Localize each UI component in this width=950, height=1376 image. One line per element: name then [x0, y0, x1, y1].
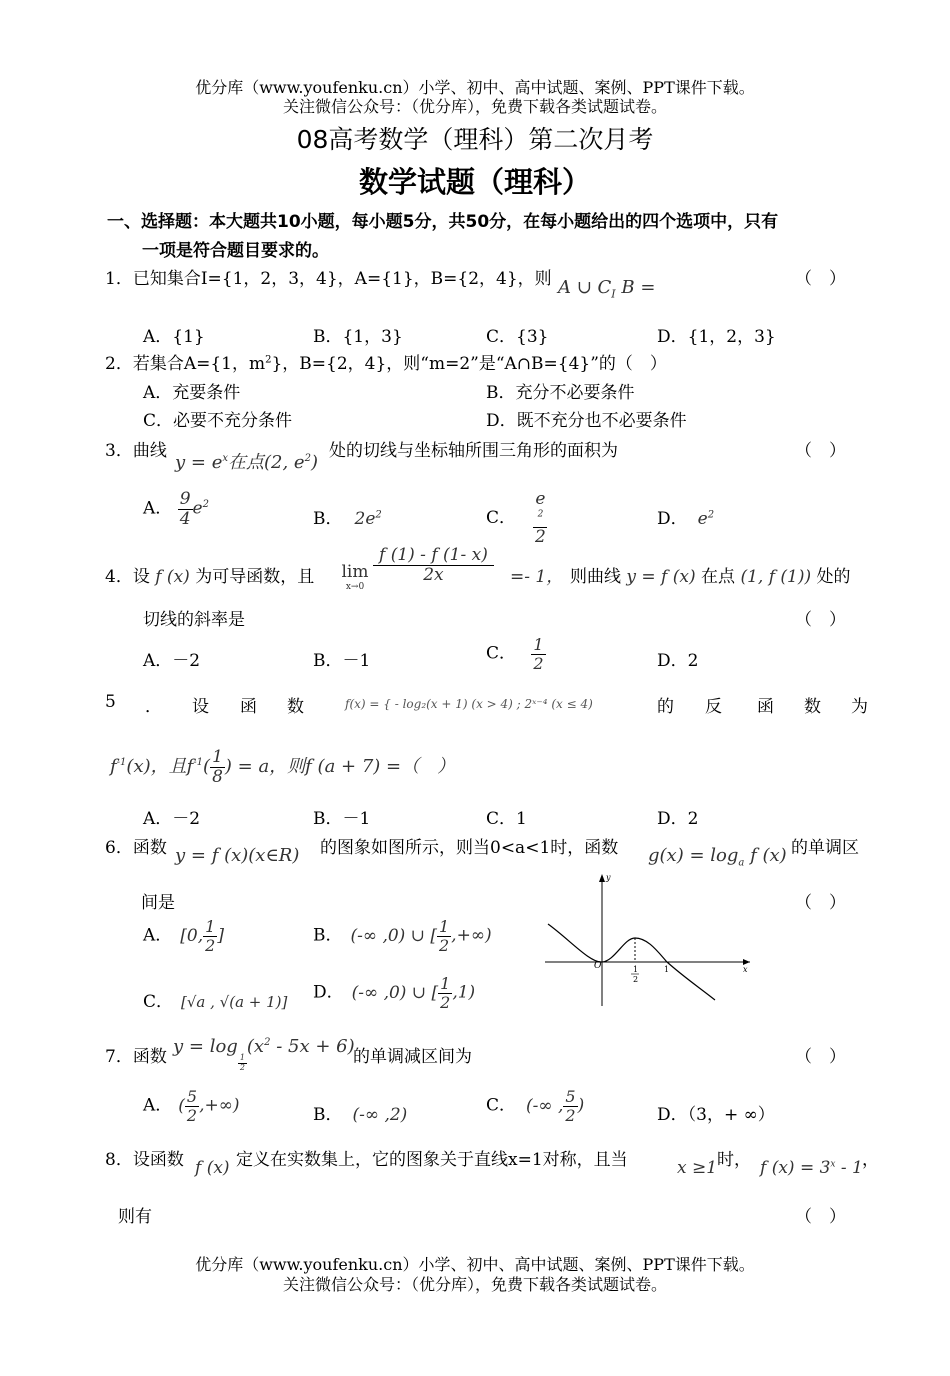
- q4-line2: 切线的斜率是: [143, 610, 245, 630]
- q1-option-c: C．{3}: [486, 327, 549, 347]
- q5-option-d: D．2: [657, 809, 699, 829]
- q5-stem-char-4: 函: [240, 697, 257, 717]
- q2-option-c: C．必要不充分条件: [143, 411, 293, 431]
- q4-option-a: A．－2: [143, 651, 201, 671]
- q3-stem: 处的切线与坐标轴所围三角形的面积为: [329, 441, 618, 461]
- q8-when: 时，: [717, 1150, 751, 1170]
- q4-stem: 4．设 f (x) 为可导函数，且: [105, 567, 315, 587]
- q7-answer-paren: （ ）: [795, 1047, 846, 1067]
- q5-tail-char-4: 数: [804, 697, 821, 717]
- q6-option-d: D． (-∞ ,0) ∪ [ $\frac{1}{2}$ ,1): [313, 974, 476, 1012]
- q6-stem-prefix: 6．函数: [105, 838, 167, 858]
- q4-option-b: B．－1: [313, 651, 371, 671]
- q7-math: y = log $\frac{1}{2}$ $(x^2 - 5x + 6)$: [173, 1036, 355, 1072]
- q7-option-c: C． (-∞ , $\frac{5}{2}$ ): [486, 1087, 585, 1125]
- q4-stem-tail: 则曲线 y = f (x) 在点 (1, f (1)) 处的: [570, 567, 851, 587]
- q8-stem: 定义在实数集上，它的图象关于直线x=1对称，且当: [236, 1150, 628, 1170]
- q6-option-a: A． [0, $\frac{1}{2}$ ]: [143, 917, 224, 955]
- q3-option-c: C． e $^2$ 2: [486, 489, 546, 548]
- q5-stem-char-3: 设: [192, 697, 209, 717]
- q1-stem: 1．已知集合I={1，2，3，4}，A={1}，B={2，4}，则: [105, 269, 552, 289]
- q6-function-graph: [540, 868, 760, 1013]
- header-line1: 优分库（www.youfenku.cn）小学、初中、高中试题、案例、PPT课件下载。: [195, 78, 755, 97]
- q1-math: A ∪ $C_I$ B =: [558, 277, 656, 301]
- q5-tail-char-1: 的: [657, 697, 674, 717]
- q5-stem-char-5: 数: [287, 697, 304, 717]
- q1-answer-paren: （ ）: [795, 269, 846, 289]
- q2-stem: 2．若集合A={1，$m^2$}，B={2，4}，则“m=2”是“A∩B={4}”的（ ）: [105, 354, 667, 374]
- section-heading-line1: 一、选择题：本大题共10小题，每小题5分，共50分，在每小题给出的四个选项中，只有: [107, 212, 779, 232]
- q3-math: $y = e^x$在点(2, $e^2$): [175, 452, 318, 473]
- q7-option-b: B． (-∞ ,2): [313, 1105, 408, 1125]
- q6-option-b: B． (-∞ ,0) ∪ [ $\frac{1}{2}$ ,+∞): [313, 917, 492, 955]
- q7-stem-prefix: 7．函数: [105, 1047, 167, 1067]
- q6-g-function: $g(x) = \log_a f$ (x): [648, 845, 787, 869]
- q4-option-d: D．2: [657, 651, 699, 671]
- exam-subtitle: 数学试题（理科）: [358, 165, 591, 199]
- q5-piecewise-function: f(x) = { - log₂(x + 1) (x > 4) ; 2ˣ⁻⁴ (x ≤ 4): [345, 697, 593, 711]
- q6-answer-paren: （ ）: [795, 893, 846, 913]
- q5-option-a: A．－2: [143, 809, 201, 829]
- half-label-num: 1: [633, 965, 639, 974]
- q4-option-c: C． $\frac{1}{2}$: [486, 635, 544, 673]
- y-label: y: [606, 873, 611, 882]
- q4-lim: lim x→0: [341, 562, 369, 592]
- exam-title: 08高考数学（理科）第二次月考: [296, 125, 654, 154]
- q2-option-b: B．充分不必要条件: [486, 383, 635, 403]
- q8-fx: f $(x) = 3^x - 1$: [760, 1158, 863, 1178]
- q6-stem-tail: 的单调区: [791, 838, 859, 858]
- one-label: 1: [664, 965, 670, 974]
- q6-option-c: C． [√a , √(a + 1)]: [143, 992, 288, 1012]
- footer-line1: 优分库（www.youfenku.cn）小学、初中、高中试题、案例、PPT课件下载。: [195, 1255, 755, 1274]
- q3-stem-prefix: 3．曲线: [105, 441, 167, 461]
- q7-stem: 的单调减区间为: [353, 1047, 472, 1067]
- q5-tail-char-5: 为: [851, 697, 868, 717]
- q6-stem: 的图象如图所示，则当0<a<1时，函数: [320, 838, 619, 858]
- q5-option-b: B．－1: [313, 809, 371, 829]
- q4-eq: =- 1，: [510, 567, 564, 587]
- q3-option-d: D． $e^2$: [657, 509, 715, 529]
- q8-comma: ，: [862, 1150, 879, 1170]
- q2-option-d: D．既不充分也不必要条件: [486, 411, 687, 431]
- q2-option-a: A．充要条件: [143, 383, 241, 403]
- half-label-den: 2: [633, 975, 639, 984]
- q1-option-d: D．{1，2，3}: [657, 327, 776, 347]
- q8-line2: 则有: [118, 1207, 152, 1227]
- q5-tail-char-3: 函: [757, 697, 774, 717]
- header-line2: 关注微信公众号：（优分库），免费下载各类试题试卷。: [282, 97, 667, 116]
- q6-math: y = f (x)(x∈R): [175, 845, 300, 866]
- q4-fraction: $\frac{f (1) - f (1- x)}{2x}$: [373, 546, 494, 584]
- section-heading-line2: 一项是符合题目要求的。: [142, 241, 329, 261]
- q5-stem-char-1: 5: [105, 692, 116, 712]
- q5-stem-char-2: ．: [145, 697, 162, 717]
- q1-option-a: A．{1}: [143, 327, 205, 347]
- y-axis-arrow: [599, 874, 605, 882]
- q7-option-a: A． ( $\frac{5}{2}$ ,+∞): [143, 1087, 240, 1125]
- x-label: x: [743, 965, 748, 974]
- q8-f: f (x): [195, 1158, 230, 1178]
- q8-answer-paren: （ ）: [795, 1207, 846, 1227]
- q5-tail-char-2: 反: [705, 697, 722, 717]
- q3-option-a: A． $\frac{9}{4}$ $e^2$: [143, 489, 209, 529]
- q8-stem-prefix: 8．设函数: [105, 1150, 184, 1170]
- q3-option-b: B． $2e^2$: [313, 509, 382, 529]
- footer-line2: 关注微信公众号：（优分库），免费下载各类试题试卷。: [282, 1275, 667, 1294]
- q8-condition: x ≥1: [677, 1158, 718, 1178]
- q4-answer-paren: （ ）: [795, 610, 846, 630]
- origin-label: O: [594, 961, 602, 971]
- q3-answer-paren: （ ）: [795, 441, 846, 461]
- q5-line2: $f^{-1}(x)$，且$f^{-1}$( $\frac{1}{8}$ ) = a，则f (a + 7) =（ ）: [110, 747, 456, 787]
- q5-option-c: C．1: [486, 809, 527, 829]
- q6-line2: 间是: [141, 893, 175, 913]
- q1-option-b: B．{1，3}: [313, 327, 403, 347]
- q7-option-d: D．（3，+ ∞）: [657, 1105, 775, 1125]
